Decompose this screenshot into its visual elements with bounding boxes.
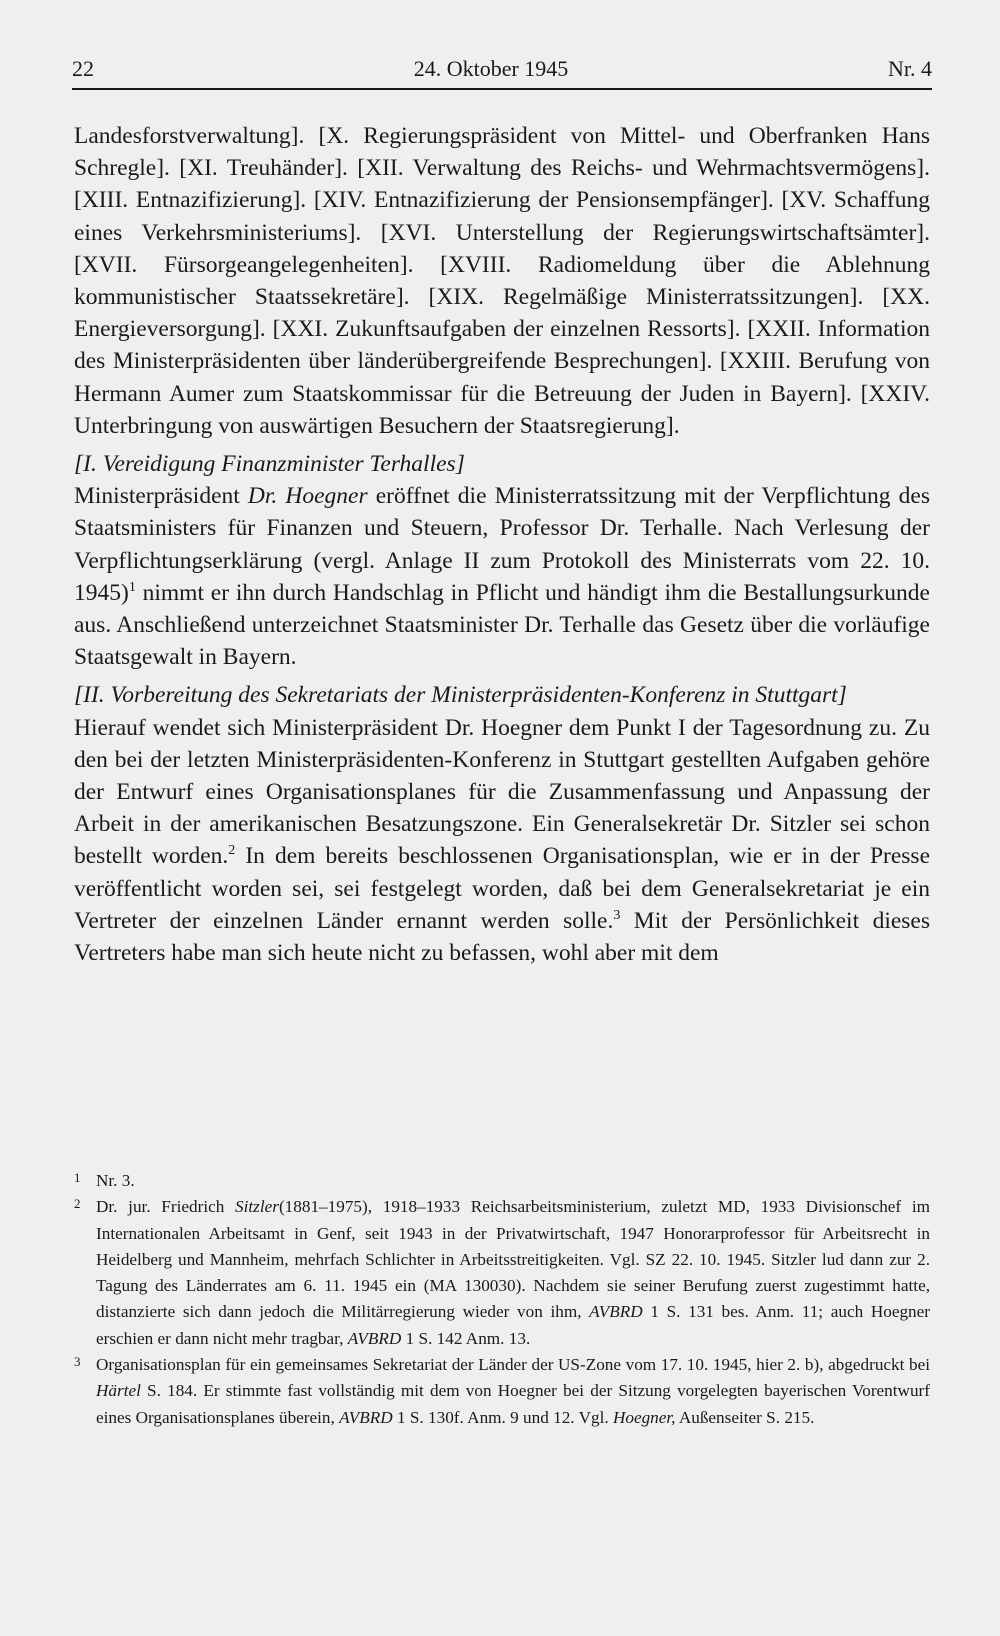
header-date: 24. Oktober 1945 bbox=[413, 56, 569, 81]
footnote-1: 1 Nr. 3. bbox=[74, 1170, 135, 1190]
footnote-ref-3: 3 bbox=[613, 908, 621, 924]
main-text bbox=[74, 120, 930, 969]
running-header bbox=[72, 56, 932, 82]
section-1: [I. Vereidigung Finanzminister Terhalles] Ministerpräsident Dr. Hoegner eröffnet die Ministerratssitzung mit der Verpflichtung des Staatsministers für Finanzen und Steuern, Professor Dr. Terhalle. Nach Verlesung der Verpflichtungserklärung (vergl. Anlage II zum Protokoll des Ministerrats vom 22. 10. 1945)$^1$ nimmt er ihn durch Handschlag in Pflicht und händigt ihm die Bestallungsurkunde aus. Anschließend unterzeichnet Staatsminister Dr. Terhalle das Gesetz über die vorläufige Staatsgewalt in Bayern. bbox=[74, 448, 930, 673]
footnote-ref-2: 2 bbox=[228, 843, 236, 859]
issue-number: Nr. 4 bbox=[888, 56, 932, 81]
page-number: 22 bbox=[72, 56, 94, 81]
agenda-paragraph: Landesforstverwaltung]. [X. Regierungspräsident von Mittel- und Oberfranken Hans Schregle]. [XI. Treuhänder]. [XII. Verwaltung des Reichs- und Wehrmachtsvermögens]. [XIII. Entnazifizierung]. [XIV. Entnazifizierung der Pensionsempfänger]. [XV. Schaffung eines Verkehrsministeriums]. [XVI. Unterstellung der Regierungswirtschaftsämter]. [XVII. Fürsorgeangelegenheiten]. [XVIII. Radiomeldung über die Ablehnung kommunistischer Staatssekretäre]. [XIX. Regelmäßige Ministerratssitzungen]. [XX. Energieversorgung]. [XXI. Zukunftsaufgaben der einzelnen Ressorts]. [XXII. Information des Ministerpräsidenten über länderübergreifende Besprechungen]. [XXIII. Berufung von Hermann Aumer zum Staatskommissar für die Betreuung der Juden in Bayern]. [XXIV. Unterbringung von auswärtigen Besuchern der Staatsregierung]. bbox=[74, 123, 930, 439]
footnote-ref-1: 1 bbox=[128, 580, 136, 596]
header-rule bbox=[72, 88, 932, 90]
section-1-heading: [I. Vereidigung Finanzminister Terhalles] bbox=[74, 451, 465, 478]
footnotes bbox=[74, 1168, 930, 1431]
person-name: Dr. Hoegner bbox=[247, 483, 368, 510]
section-2: [II. Vorbereitung des Sekretariats der Ministerpräsidenten-Konferenz in Stuttgart] Hierauf wendet sich Ministerpräsident Dr. Hoegner dem Punkt I der Tagesordnung zu. Zu den bei der letzten Ministerpräsidenten-Konferenz in Stuttgart gestellten Aufgaben gehöre der Entwurf eines Organisationsplanes für die Zusammenfassung und Anpassung der Arbeit in der amerikanischen Besatzungszone. Ein Generalsekretär Dr. Sitzler sei schon bestellt worden.$^2$ In dem bereits beschlossenen Organisationsplan, wie er in der Presse veröffentlicht worden sei, sei festgelegt worden, daß bei dem Generalsekretariat je ein Vertreter der einzelnen Länder ernannt werden solle.$^3$ Mit der Persönlichkeit dieses Vertreters habe man sich heute nicht zu befassen, wohl aber mit dem bbox=[74, 679, 930, 969]
footnote-2: 2 Dr. jur. Friedrich Sitzler(1881–1975), 1918–1933 Reichsarbeitsministerium, zuletzt MD, 1933 Divisionschef im Internationalen Arbeitsamt in Genf, seit 1943 in der Privatwirtschaft, 1947 Honorarprofessor für Arbeitsrecht in Heidelberg und Mannheim, mehrfach Schlichter in Arbeitsstreitigkeiten. Vgl. SZ 22. 10. 1945. Sitzler lud dann zur 2. Tagung des Länderrates am 6. 11. 1945 ein (MA 130030). Nachdem sie seiner Berufung zuerst zugestimmt hatte, distanzierte sich dann jedoch die Militärregierung wieder von ihm, AVBRD 1 S. 131 bes. Anm. 11; auch Hoegner erschien er dann nicht mehr tragbar, AVBRD 1 S. 142 Anm. 13. bbox=[74, 1196, 930, 1348]
section-2-heading: [II. Vorbereitung des Sekretariats der Ministerpräsidenten-Konferenz in Stuttgart] bbox=[74, 682, 847, 709]
footnote-3: 3 Organisationsplan für ein gemeinsames Sekretariat der Länder der US-Zone vom 17. 10. 1945, hier 2. b), abgedruckt bei Härtel S. 184. Er stimmte fast vollständig mit dem von Hoegner bei der Sitzung vorgelegten bayerischen Vorentwurf eines Organisationsplanes überein, AVBRD 1 S. 130f. Anm. 9 und 12. Vgl. Hoegner, Außenseiter S. 215. bbox=[74, 1354, 930, 1427]
